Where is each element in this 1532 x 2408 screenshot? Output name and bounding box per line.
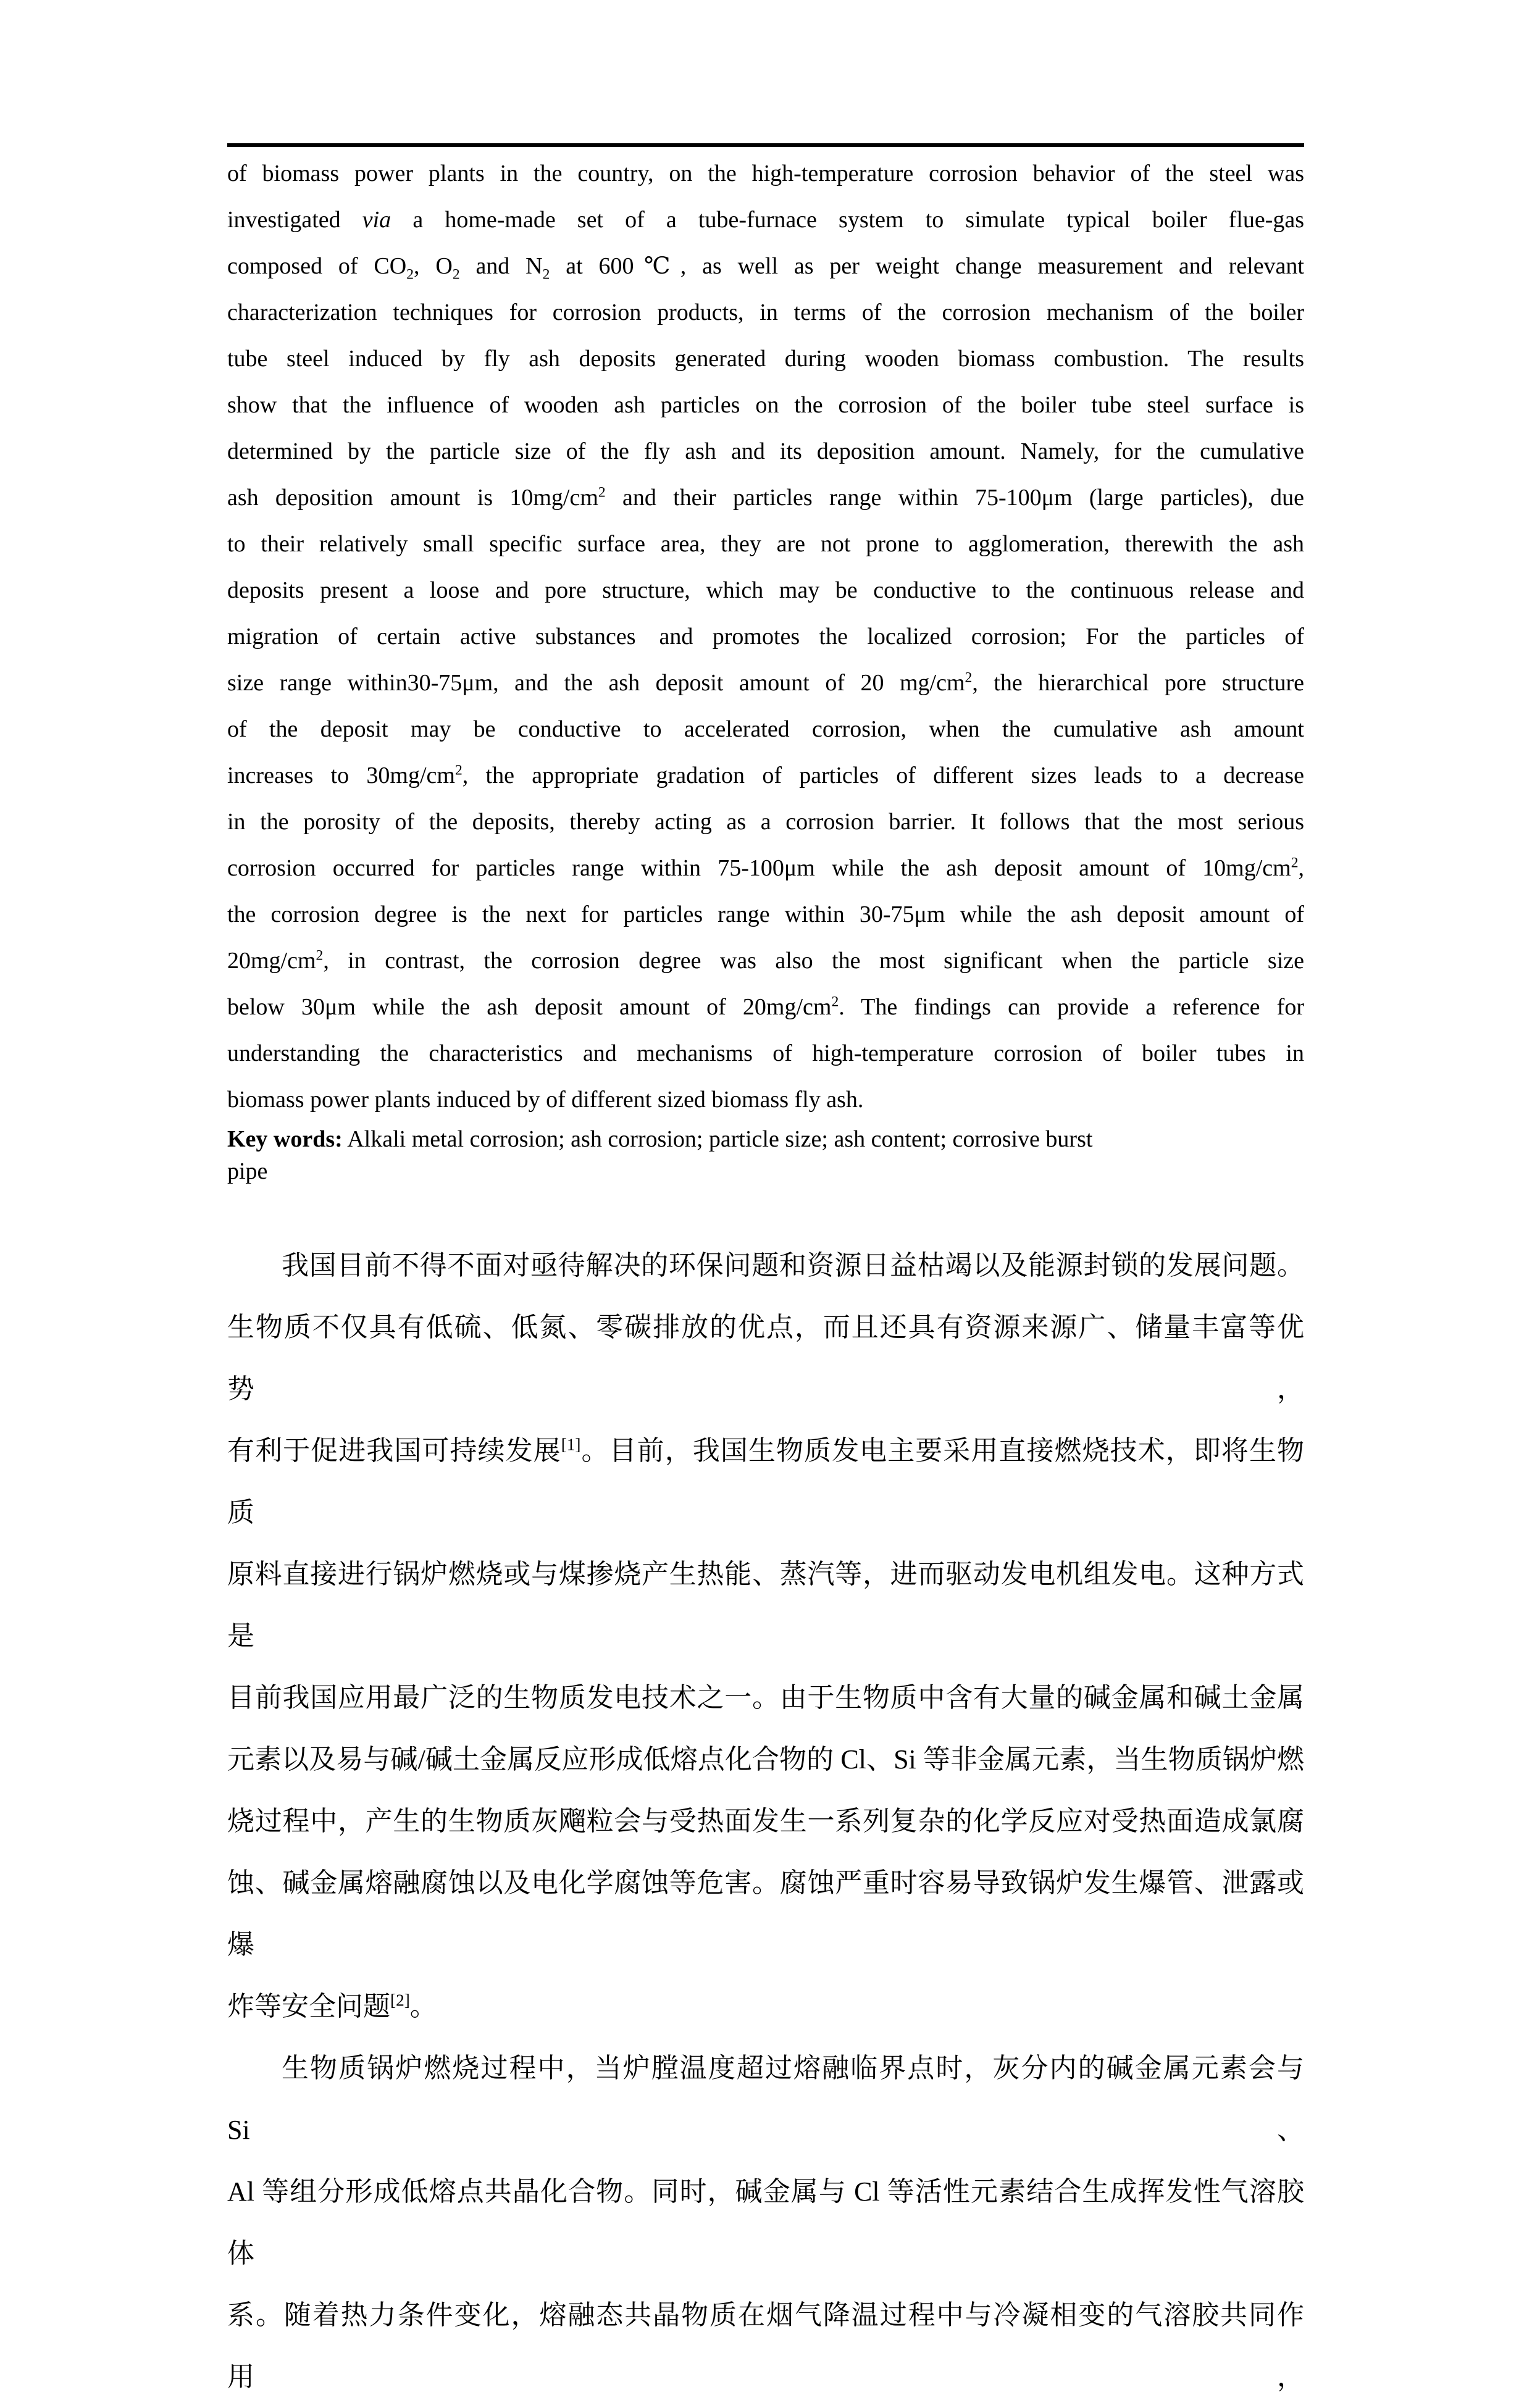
- abstract-line: biomass power plants induced by of different sized biomass fly ash.: [227, 1087, 864, 1113]
- cn-line: 烧过程中，产生的生物质灰飗粒会与受热面发生一系列复杂的化学反应对受热面造成氯腐: [227, 1806, 1304, 1836]
- abstract-line: composed of $CO_2$, $O_2$ and $N_2$ at 600℃, as well as per weight change measurement and relevant: [227, 253, 1304, 283]
- abstract-paragraph: [227, 151, 1304, 1123]
- abstract-line: increases to $30mg/cm^2$, the appropriate gradation of particles of different sizes leads to a decrease: [227, 762, 1304, 788]
- abstract-line: ash deposition amount is $10mg/cm^2$ and their particles range within 75-100μm (large particles), due: [227, 484, 1304, 511]
- cn-line: 生物质锅炉燃烧过程中，当炉膛温度超过熔融临界点时，灰分内的碱金属元素会与 Si、: [227, 2053, 1304, 2145]
- abstract-line: below 30μm while the ash deposit amount of $20mg/cm^2$. The findings can provide a reference for: [227, 993, 1304, 1020]
- cn-line: 元素以及易与碱/碱土金属反应形成低熔点化合物的 Cl、Si 等非金属元素，当生物质锅炉燃: [227, 1744, 1304, 1775]
- cn-line: 有利于促进我国可持续发展[1]。目前，我国生物质发电主要采用直接燃烧技术，即将生物质: [227, 1435, 1305, 1528]
- keywords-line: Key words: Alkali metal corrosion; ash corrosion; particle size; ash content; corrosive burst: [227, 1126, 1093, 1152]
- abstract-line: in the porosity of the deposits, thereby acting as a corrosion barrier. It follows that the most serious: [227, 809, 1304, 835]
- cn-line: 生物质不仅具有低硫、低氮、零碳排放的优点，而且还具有资源来源广、储量丰富等优势，: [227, 1312, 1304, 1404]
- abstract-line: to their relatively small specific surface area, they are not prone to agglomeration, therewith the ash: [227, 531, 1304, 557]
- abstract-line: tube steel induced by fly ash deposits generated during wooden biomass combustion. The results: [227, 346, 1304, 372]
- cn-line: 目前我国应用最广泛的生物质发电技术之一。由于生物质中含有大量的碱金属和碱土金属: [227, 1683, 1304, 1713]
- abstract-line: migration of certain active substances and promotes the localized corrosion; For the particles of: [227, 624, 1304, 650]
- abstract-line: determined by the particle size of the fly ash and its deposition amount. Namely, for the cumulative: [227, 438, 1304, 464]
- abstract-line: corrosion occurred for particles range within 75-100μm while the ash deposit amount of $10mg/cm^2$,: [227, 855, 1304, 881]
- cn-line: 蚀、碱金属熔融腐蚀以及电化学腐蚀等危害。腐蚀严重时容易导致锅炉发生爆管、泄露或爆: [227, 1868, 1304, 1960]
- header-rule: [227, 143, 1304, 147]
- abstract-line: the corrosion degree is the next for particles range within 30-75μm while the ash deposit amount of: [227, 901, 1304, 927]
- cn-line: Al 等组分形成低熔点共晶化合物。同时，碱金属与 Cl 等活性元素结合生成挥发性气溶胶体: [227, 2176, 1304, 2268]
- cn-line: 我国目前不得不面对亟待解决的环保问题和资源日益枯竭以及能源封锁的发展问题。: [282, 1250, 1304, 1281]
- abstract-line: investigated via a home-made set of a tube-furnace system to simulate typical boiler flue-gas: [227, 207, 1304, 233]
- cn-line: 系。随着热力条件变化，熔融态共晶物质在烟气降温过程中与冷凝相变的气溶胶共同作用，: [227, 2300, 1304, 2392]
- intro-paragraph-1: [227, 1235, 1304, 2038]
- keywords-line: pipe: [227, 1158, 268, 1184]
- abstract-line: deposits present a loose and pore structure, which may be conductive to the continuous release and: [227, 577, 1304, 603]
- cn-line: 炸等安全问题[2]。: [227, 1991, 437, 2021]
- abstract-line: $20mg/cm^2$, in contrast, the corrosion degree was also the most significant when the particle size: [227, 947, 1304, 974]
- abstract-line: of the deposit may be conductive to accelerated corrosion, when the cumulative ash amount: [227, 716, 1304, 742]
- keywords-paragraph: [227, 1123, 1304, 1187]
- abstract-line: characterization techniques for corrosion products, in terms of the corrosion mechanism of the boiler: [227, 299, 1304, 325]
- abstract-line: size range within30-75μm, and the ash deposit amount of 20 $mg/cm^2$, the hierarchical pore structure: [227, 669, 1305, 696]
- intro-paragraph-2: [227, 2038, 1304, 2408]
- cn-line: 原料直接进行锅炉燃烧或与煤掺烧产生热能、蒸汽等，进而驱动发电机组发电。这种方式是: [227, 1559, 1304, 1651]
- text-block: [227, 143, 1304, 2408]
- abstract-line: show that the influence of wooden ash particles on the corrosion of the boiler tube steel surface is: [227, 392, 1304, 418]
- abstract-line: understanding the characteristics and mechanisms of high-temperature corrosion of boiler tubes in: [227, 1040, 1304, 1066]
- abstract-line: of biomass power plants in the country, on the high-temperature corrosion behavior of the steel was: [227, 161, 1304, 186]
